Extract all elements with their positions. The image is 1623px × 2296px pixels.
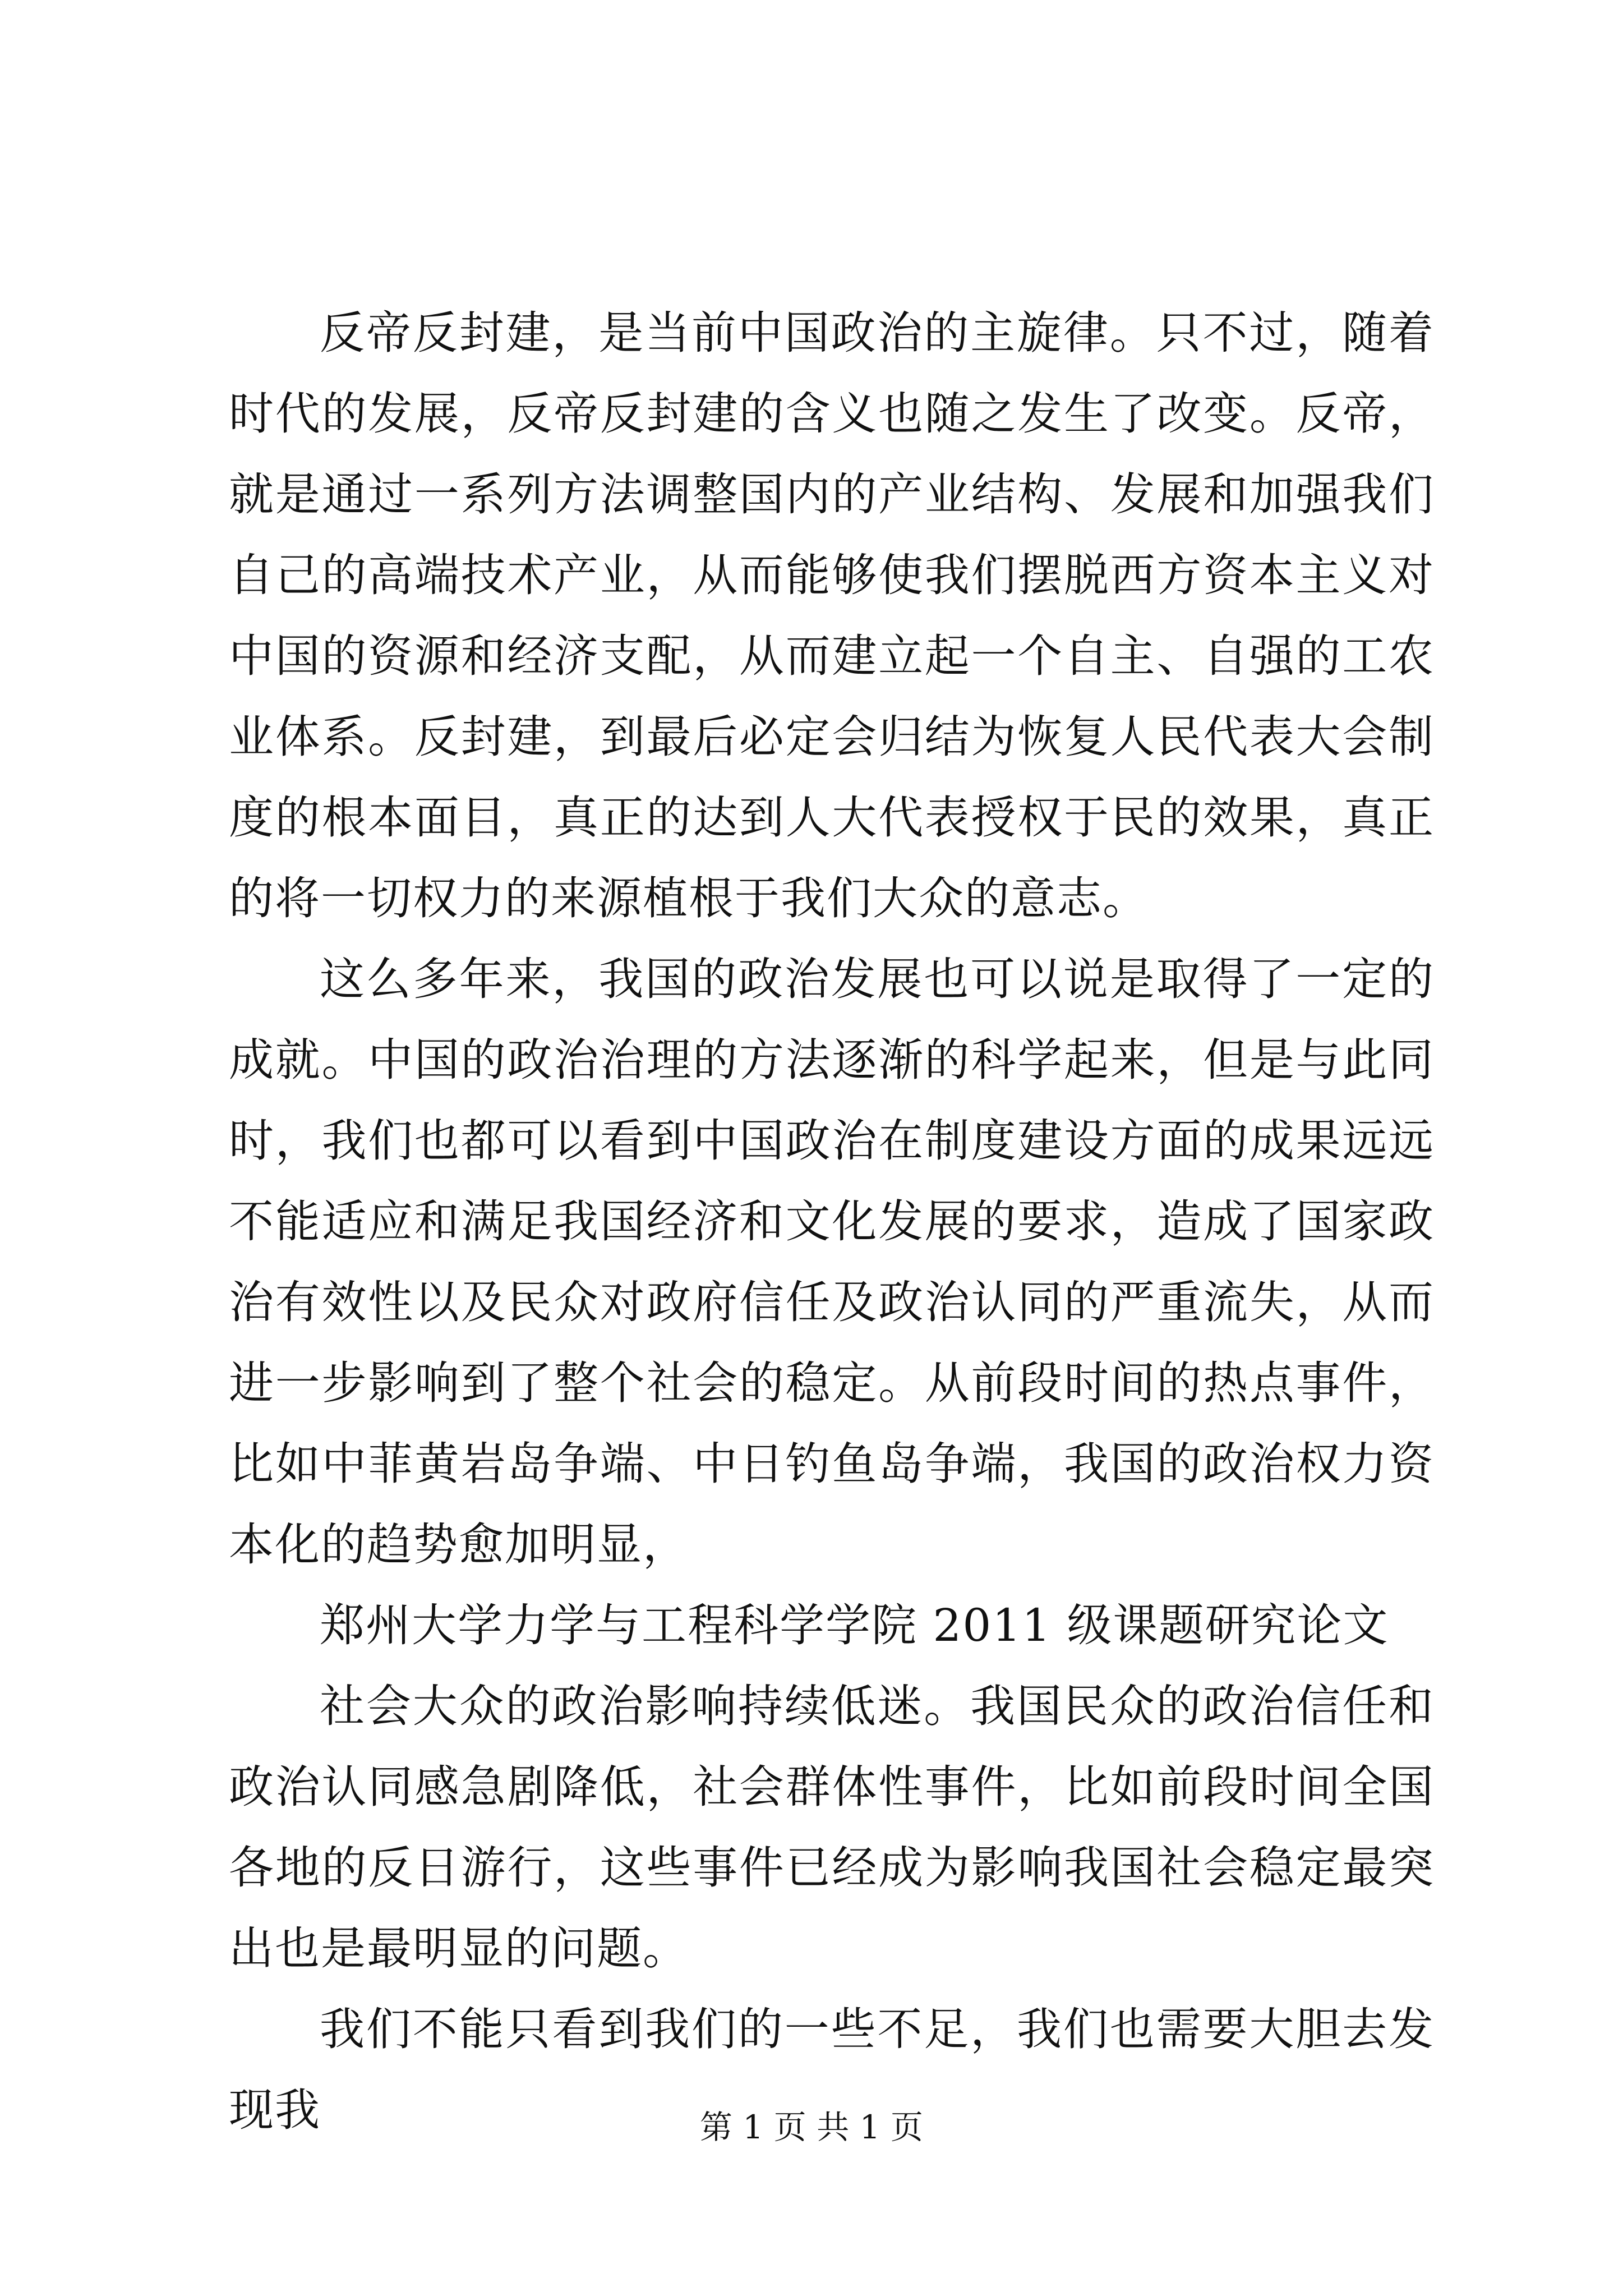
- paragraph-anti-imperialism: 反帝反封建，是当前中国政治的主旋律。只不过，随着时代的发展，反帝反封建的含义也随之发生了改变。反帝，就是通过一系列方法调整国内的产业结构、发展和加强我们自己的高端技术产业，从而能够使我们摆脱西方资本主义对中国的资源和经济支配，从而建立起一个自主、自强的工农业体系。反封建，到最后必定会归结为恢复人民代表大会制度的根本面目，真正的达到人大代表授权于民的效果，真正的将一切权力的来源植根于我们大众的意志。: [229, 307, 1435, 924]
- paragraph-public-trust: 社会大众的政治影响持续低迷。我国民众的政治信任和政治认同感急剧降低，社会群体性事件，比如前段时间全国各地的反日游行，这些事件已经成为影响我国社会稳定最突出也是最明显的问题。: [229, 1680, 1435, 1975]
- paragraph-political-development: 这么多年来，我国的政治发展也可以说是取得了一定的成就。中国的政治治理的方法逐渐的科学起来，但是与此同时，我们也都可以看到中国政治在制度建设方面的成果远远不能适应和满足我国经济和文化发展的要求，造成了国家政治有效性以及民众对政府信任及政治认同的严重流失，从而进一步影响到了整个社会的稳定。从前段时间的热点事件，比如中菲黄岩岛争端、中日钓鱼岛争端，我国的政治权力资本化的趋势愈加明显，: [229, 953, 1435, 1571]
- page-number-footer: 第 1 页 共 1 页: [700, 2108, 923, 2146]
- document-body: [229, 293, 1435, 2151]
- paragraph-thesis-header: 郑州大学力学与工程科学学院 2011 级课题研究论文: [320, 1599, 1389, 1651]
- paragraph-shortcomings: 我们不能只看到我们的一些不足，我们也需要大胆去发现我: [229, 2003, 1435, 2136]
